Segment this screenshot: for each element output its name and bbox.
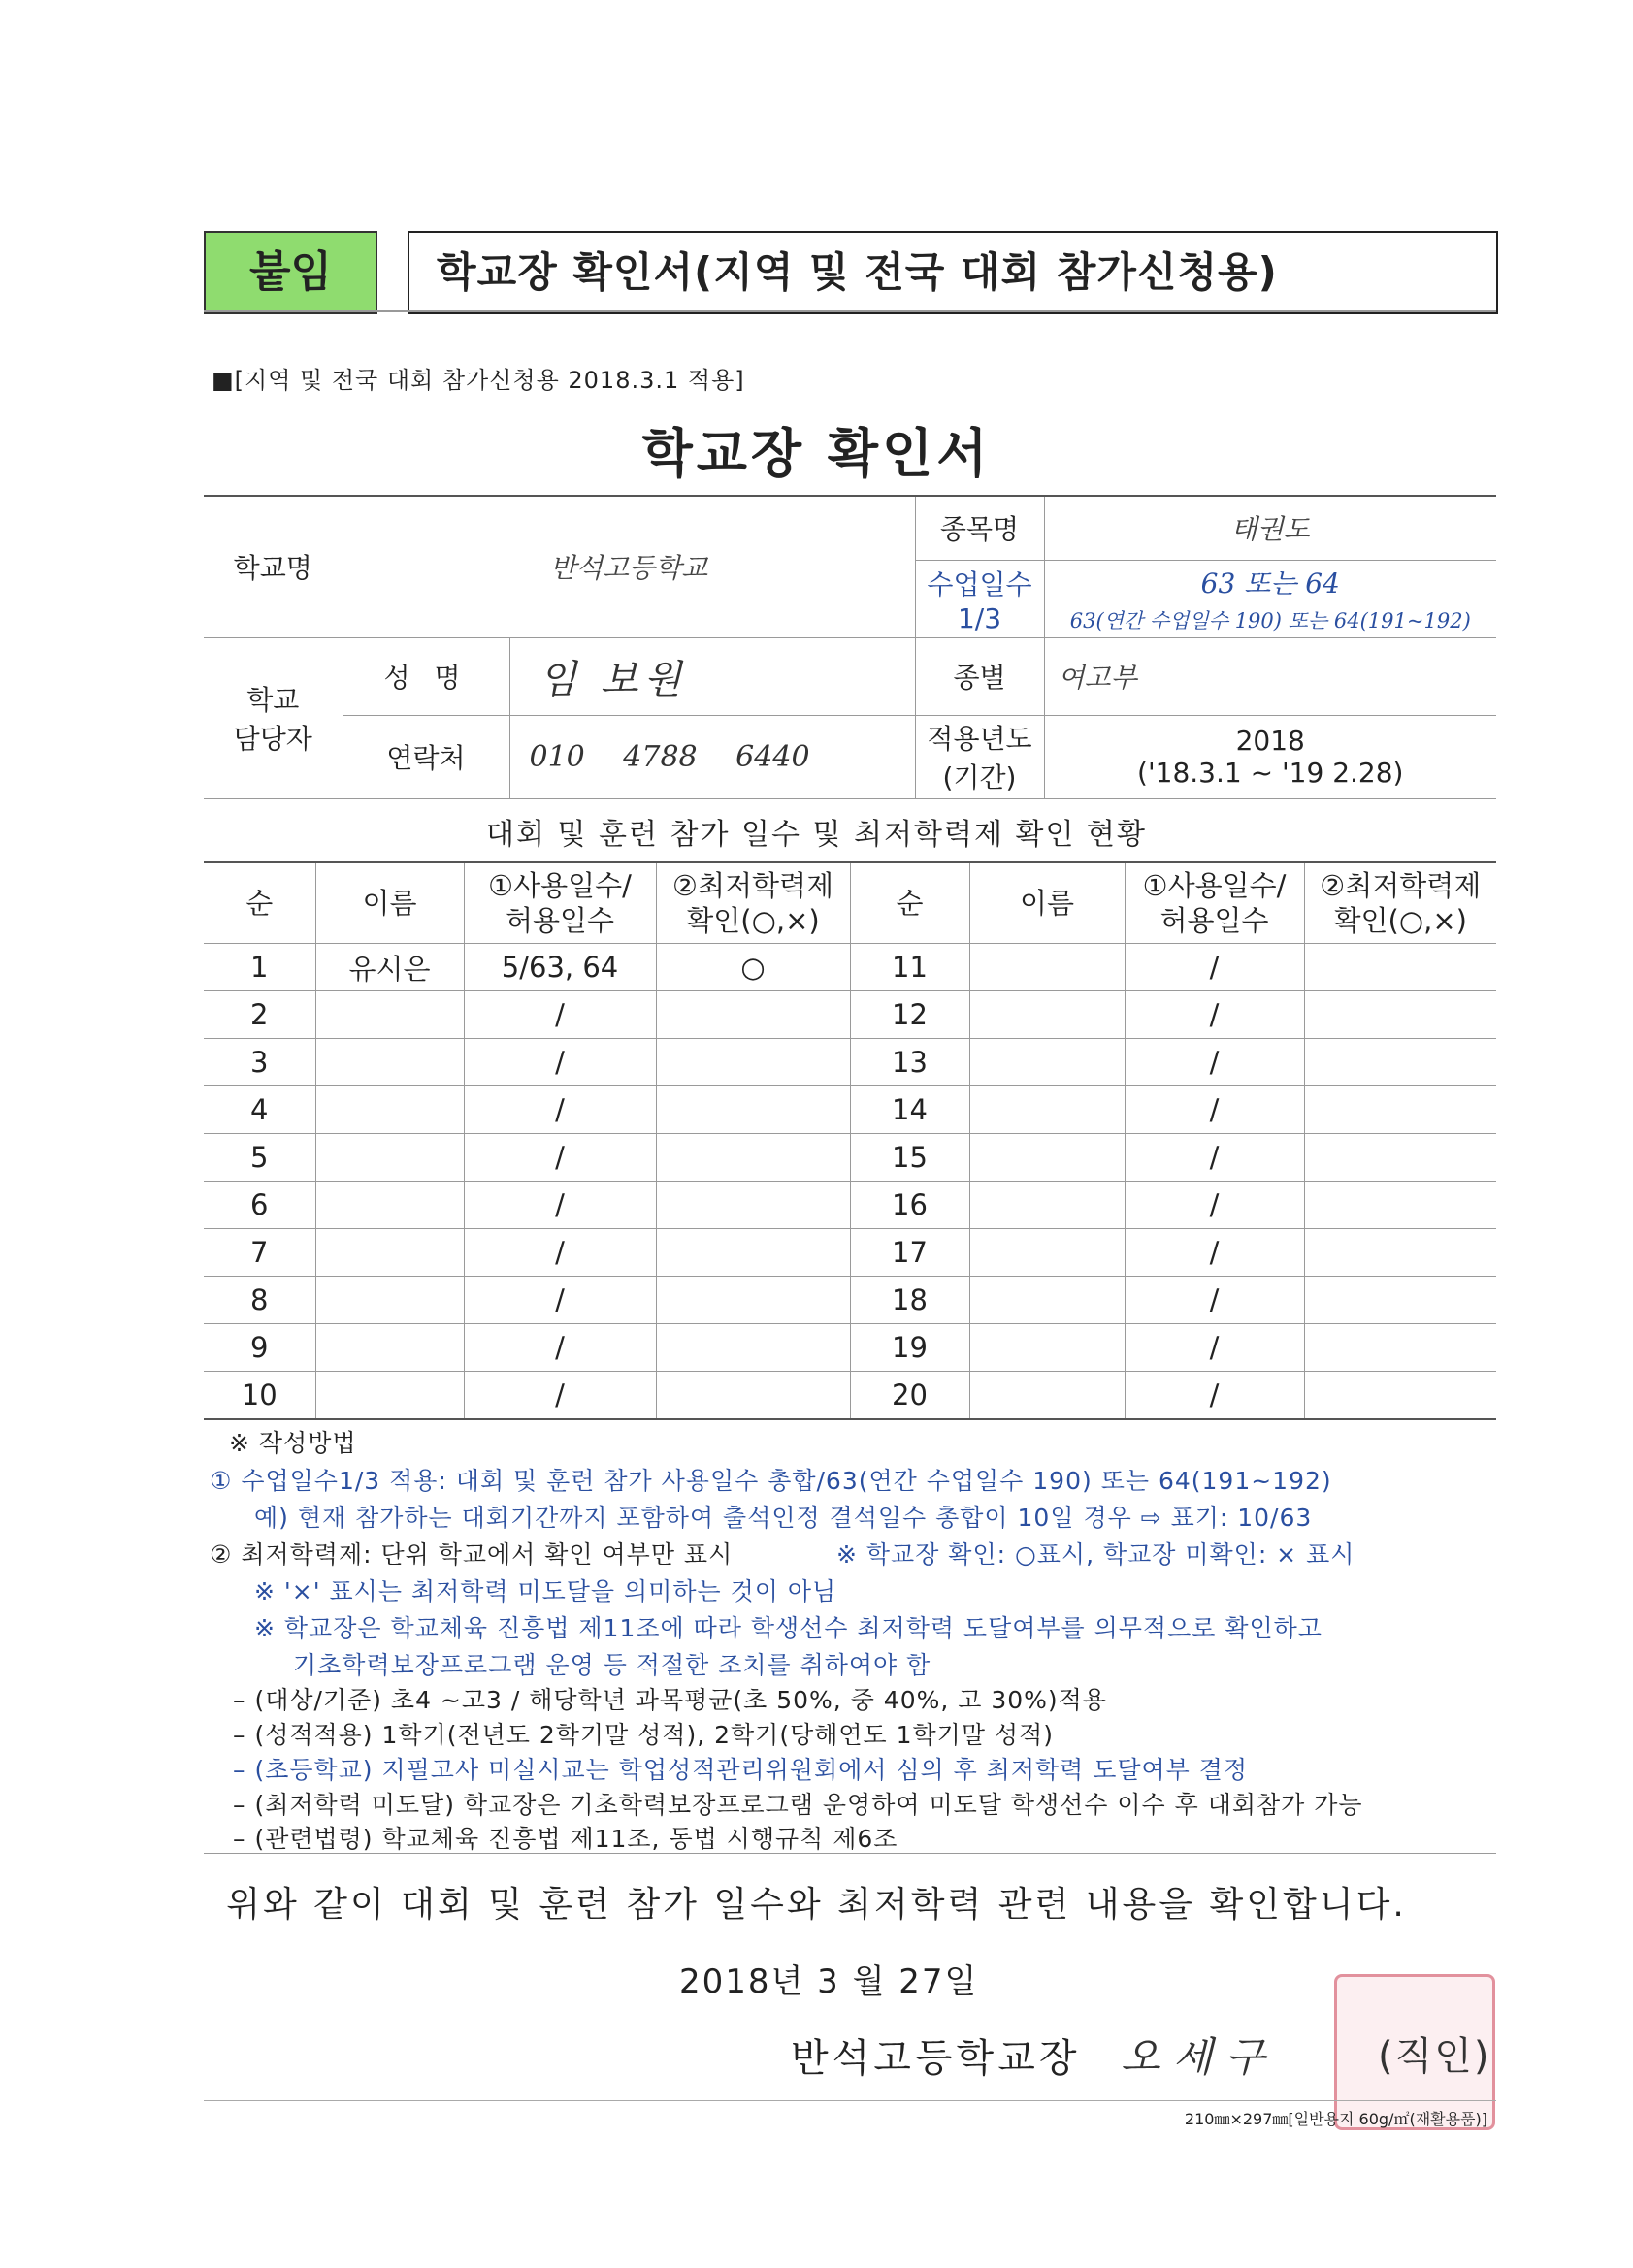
event-value: 태권도	[1044, 496, 1496, 560]
table-row	[204, 1039, 1496, 1086]
row-days-right: /	[1125, 1324, 1304, 1372]
year-value-line1: 2018	[1235, 725, 1305, 757]
section-title: 대회 및 훈련 참가 일수 및 최저학력제 확인 현황	[486, 818, 1147, 852]
row-check-left: ○	[656, 944, 850, 991]
manager-label	[204, 637, 343, 798]
row-days-right: /	[1125, 1277, 1304, 1324]
contact-value: 010 4788 6440	[509, 715, 915, 798]
manager-label-line1: 학교	[246, 684, 300, 716]
row-days-left: /	[464, 1182, 656, 1229]
row-name-right	[969, 1086, 1125, 1134]
row-check-left	[656, 1277, 850, 1324]
school-label: 학교명	[204, 496, 343, 637]
row-check-right	[1304, 944, 1496, 991]
col-min-right-line1: ②최저학력제	[1320, 869, 1482, 902]
row-days-left: /	[464, 1134, 656, 1182]
row-no-left: 5	[204, 1134, 315, 1182]
table-row	[204, 991, 1496, 1039]
instruction-line: – (성적적용) 1학기(전년도 2학기말 성적), 2학기(당해연도 1학기말 성적)	[233, 1721, 1054, 1749]
row-days-left: /	[464, 1229, 656, 1277]
row-days-right: /	[1125, 1229, 1304, 1277]
col-min-left-line2: 확인(○,×)	[686, 904, 820, 937]
row-name-left	[315, 1039, 464, 1086]
row-no-right: 15	[850, 1134, 969, 1182]
row-days-right: /	[1125, 991, 1304, 1039]
category-label: 종별	[915, 637, 1044, 715]
col-days-right-line1: ①사용일수/	[1142, 869, 1287, 902]
row-no-left: 8	[204, 1277, 315, 1324]
table-row	[204, 1324, 1496, 1372]
row-days-right: /	[1125, 944, 1304, 991]
row-no-left: 7	[204, 1229, 315, 1277]
row-check-right	[1304, 1277, 1496, 1324]
row-check-right	[1304, 1086, 1496, 1134]
row-no-right: 16	[850, 1182, 969, 1229]
col-min-left-line1: ②최저학력제	[671, 869, 834, 902]
application-note: ■[지역 및 전국 대회 참가신청용 2018.3.1 적용]	[212, 367, 745, 394]
days-label	[915, 560, 1044, 637]
col-days-left	[464, 862, 656, 944]
year-label-line1: 적용년도	[927, 723, 1032, 755]
row-check-right	[1304, 1039, 1496, 1086]
header-divider	[204, 310, 1496, 312]
row-name-right	[969, 1134, 1125, 1182]
instruction-line: ② 최저학력제: 단위 학교에서 확인 여부만 표시	[210, 1540, 734, 1569]
row-no-right: 19	[850, 1324, 969, 1372]
event-label: 종목명	[915, 496, 1044, 560]
year-value	[1044, 715, 1496, 798]
table-row	[204, 1182, 1496, 1229]
table-row	[204, 1372, 1496, 1420]
row-no-left: 10	[204, 1372, 315, 1420]
col-days-left-line1: ①사용일수/	[488, 869, 632, 902]
row-check-left	[656, 1086, 850, 1134]
row-days-left: 5/63, 64	[464, 944, 656, 991]
row-check-right	[1304, 1229, 1496, 1277]
row-name-right	[969, 991, 1125, 1039]
row-check-left	[656, 1039, 850, 1086]
col-days-left-line2: 허용일수	[505, 904, 615, 937]
table-row	[204, 1134, 1496, 1182]
row-name-right	[969, 1182, 1125, 1229]
table-header-row	[204, 862, 1496, 944]
info-table	[204, 495, 1496, 799]
row-no-right: 13	[850, 1039, 969, 1086]
instructions-heading: ※ 작성방법	[229, 1429, 357, 1457]
category-value: 여고부	[1044, 637, 1496, 715]
confirmation-statement: 위와 같이 대회 및 훈련 참가 일수와 최저학력 관련 내용을 확인합니다.	[226, 1885, 1407, 1925]
col-name-right: 이름	[969, 862, 1125, 944]
row-name-right	[969, 1229, 1125, 1277]
instruction-line: ※ 학교장 확인: ○표시, 학교장 미확인: × 표시	[836, 1540, 1355, 1569]
row-name-left	[315, 1134, 464, 1182]
row-days-right: /	[1125, 1182, 1304, 1229]
row-days-right: /	[1125, 1086, 1304, 1134]
row-check-right	[1304, 991, 1496, 1039]
col-name-left: 이름	[315, 862, 464, 944]
col-min-right	[1304, 862, 1496, 944]
col-no-right: 순	[850, 862, 969, 944]
row-days-right: /	[1125, 1372, 1304, 1420]
divider	[204, 1853, 1496, 1854]
days-value	[1044, 560, 1496, 637]
days-value-line2: 63(연간 수업일수 190) 또는 64(191~192)	[1069, 609, 1471, 632]
row-days-right: /	[1125, 1134, 1304, 1182]
col-min-left	[656, 862, 850, 944]
row-check-left	[656, 1324, 850, 1372]
row-name-left: 유시은	[315, 944, 464, 991]
instruction-line: – (초등학교) 지필고사 미실시교는 학업성적관리위원회에서 심의 후 최저학력 도달여부 결정	[233, 1756, 1249, 1784]
row-check-right	[1304, 1134, 1496, 1182]
days-label-line2: 1/3	[957, 601, 1002, 634]
instruction-line: ※ '×' 표시는 최저학력 미도달을 의미하는 것이 아님	[254, 1577, 837, 1605]
header-title: 학교장 확인서(지역 및 전국 대회 참가신청용)	[437, 248, 1278, 296]
row-no-right: 17	[850, 1229, 969, 1277]
table-row	[204, 1086, 1496, 1134]
instruction-line: ① 수업일수1/3 적용: 대회 및 훈련 참가 사용일수 총합/63(연간 수업일수 190) 또는 64(191~192)	[210, 1467, 1332, 1495]
table-row	[204, 944, 1496, 991]
row-days-right: /	[1125, 1039, 1304, 1086]
seal-label: (직인)	[1378, 2034, 1491, 2079]
row-no-right: 11	[850, 944, 969, 991]
name-label: 성 명	[343, 637, 509, 715]
row-no-left: 6	[204, 1182, 315, 1229]
days-value-line1: 63 또는 64	[1200, 567, 1340, 599]
row-name-right	[969, 1039, 1125, 1086]
attachment-badge: 붙임	[204, 231, 377, 314]
row-no-right: 20	[850, 1372, 969, 1420]
row-name-left	[315, 1229, 464, 1277]
instruction-line: – (관련법령) 학교체육 진흥법 제11조, 동법 시행규칙 제6조	[233, 1825, 898, 1853]
instruction-line: – (최저학력 미도달) 학교장은 기초학력보장프로그램 운영하여 미도달 학생선수 이수 후 대회참가 가능	[233, 1791, 1363, 1819]
participants-table	[204, 861, 1496, 1420]
row-no-left: 3	[204, 1039, 315, 1086]
row-name-right	[969, 944, 1125, 991]
row-no-right: 12	[850, 991, 969, 1039]
table-row	[204, 1277, 1496, 1324]
row-days-left: /	[464, 1086, 656, 1134]
col-days-right	[1125, 862, 1304, 944]
col-no-left: 순	[204, 862, 315, 944]
instruction-line: 기초학력보장프로그램 운영 등 적절한 조치를 취하여야 함	[293, 1651, 931, 1679]
row-days-left: /	[464, 1277, 656, 1324]
row-days-left: /	[464, 1324, 656, 1372]
table-row	[204, 1229, 1496, 1277]
row-check-right	[1304, 1372, 1496, 1420]
row-no-left: 4	[204, 1086, 315, 1134]
row-check-right	[1304, 1324, 1496, 1372]
signature: 오 세 구	[1121, 2033, 1265, 2081]
name-value: 임 보원	[509, 637, 915, 715]
col-min-right-line2: 확인(○,×)	[1333, 904, 1467, 937]
issue-date: 2018년 3 월 27일	[679, 1962, 979, 2001]
row-check-left	[656, 1134, 850, 1182]
row-name-right	[969, 1277, 1125, 1324]
row-name-left	[315, 1277, 464, 1324]
paper-spec-footer: 210㎜×297㎜[일반용지 60g/㎡(재활용품)]	[1184, 2110, 1487, 2128]
year-value-line2: ('18.3.1 ~ '19 2.28)	[1137, 757, 1404, 789]
instruction-line: – (대상/기준) 초4 ~고3 / 해당학년 과목평균(초 50%, 중 40%, 고 30%)적용	[233, 1686, 1107, 1714]
school-value: 반석고등학교	[343, 496, 915, 637]
row-no-left: 1	[204, 944, 315, 991]
row-no-left: 2	[204, 991, 315, 1039]
header-title-box	[408, 231, 1498, 314]
row-check-left	[656, 1229, 850, 1277]
row-check-left	[656, 991, 850, 1039]
row-name-left	[315, 991, 464, 1039]
footer-divider	[204, 2100, 1496, 2101]
signer-title: 반석고등학교장	[791, 2036, 1081, 2081]
contact-label: 연락처	[343, 715, 509, 798]
row-no-left: 9	[204, 1324, 315, 1372]
year-label	[915, 715, 1044, 798]
row-no-right: 18	[850, 1277, 969, 1324]
row-name-left	[315, 1182, 464, 1229]
document-title: 학교장 확인서	[641, 423, 992, 484]
row-days-left: /	[464, 991, 656, 1039]
instruction-line: ※ 학교장은 학교체육 진흥법 제11조에 따라 학생선수 최저학력 도달여부를 의무적으로 확인하고	[254, 1614, 1323, 1642]
row-name-right	[969, 1372, 1125, 1420]
row-days-left: /	[464, 1372, 656, 1420]
row-name-left	[315, 1324, 464, 1372]
row-name-right	[969, 1324, 1125, 1372]
col-days-right-line2: 허용일수	[1159, 904, 1269, 937]
row-name-left	[315, 1086, 464, 1134]
row-check-left	[656, 1182, 850, 1229]
row-no-right: 14	[850, 1086, 969, 1134]
year-label-line2: (기간)	[942, 761, 1017, 794]
row-check-left	[656, 1372, 850, 1420]
instruction-line: 예) 현재 참가하는 대회기간까지 포함하여 출석인정 결석일수 총합이 10일 경우 ⇨ 표기: 10/63	[254, 1504, 1313, 1532]
row-check-right	[1304, 1182, 1496, 1229]
manager-label-line2: 담당자	[233, 723, 312, 755]
row-name-left	[315, 1372, 464, 1420]
days-label-line1: 수업일수	[927, 567, 1032, 600]
row-days-left: /	[464, 1039, 656, 1086]
